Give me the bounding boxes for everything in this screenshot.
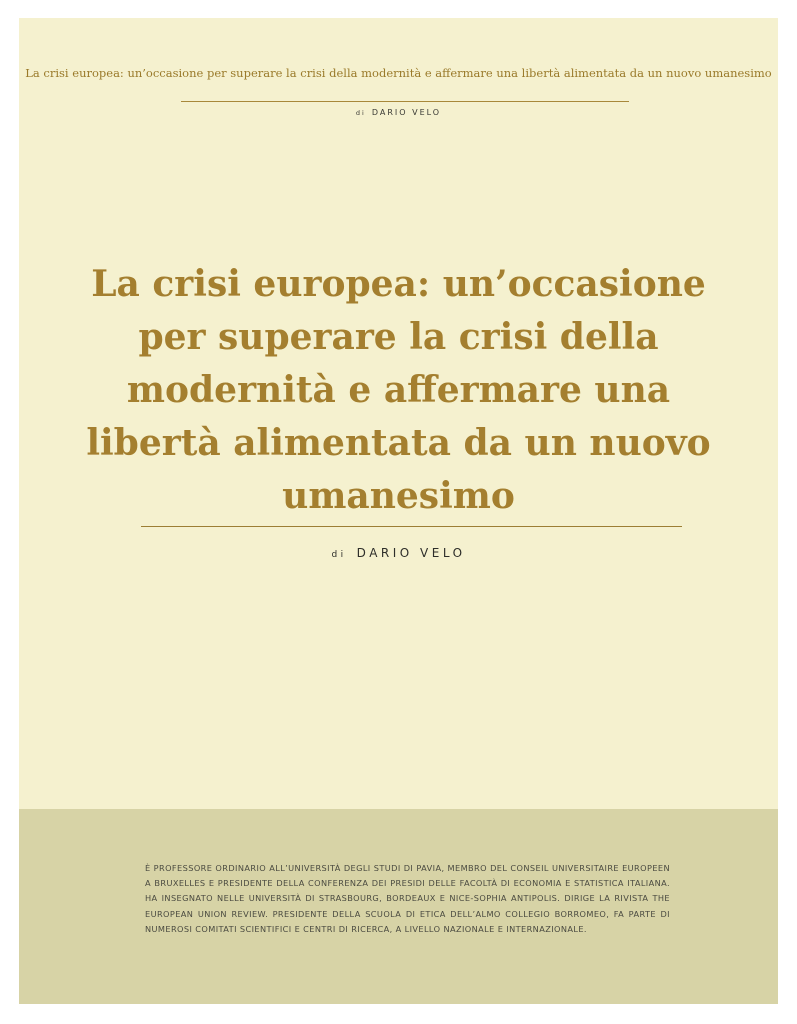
author-bio: È PROFESSORE ORDINARIO ALL’UNIVERSITÀ DEGLI STUDI DI PAVIA, MEMBRO DEL CONSEIL UNIVERSITAIRE EUROPEEN A BRUXELLES E PRESIDENTE DELLA CONFERENZA DEI PRESIDI DELLE FACOLTÀ DI ECONOMIA E STATISTICA ITALIANA. HA INSEGNATO NELLE UNIVERSITÀ DI STRASBOURG, BORDEAUX E NICE-SOPHIA ANTIPOLIS. DIRIGE LA RIVISTA THE EUROPEAN UNION REVIEW. PRESIDENTE DELLA SCUOLA DI ETICA DELL’ALMO COLLEGIO BORROMEO, FA PARTE DI NUMEROSI COMITATI SCIENTIFICI E CENTRI DI RICERCA, A LIVELLO NAZIONALE E INTERNAZIONALE. xyxy=(145,863,670,934)
document-page xyxy=(19,18,778,1004)
title-rule xyxy=(141,526,682,527)
header-title: La crisi europea: un’occasione per superare la crisi della modernità e affermare una libertà alimentata da un nuovo umanesimo xyxy=(25,66,772,80)
header-byline-author: DARIO VELO xyxy=(371,108,442,117)
article-byline xyxy=(19,546,778,560)
header-rule xyxy=(181,101,629,102)
header-byline-prefix: di xyxy=(355,109,366,117)
author-bio-band xyxy=(19,809,778,1004)
running-header xyxy=(19,66,778,117)
byline-prefix: di xyxy=(331,550,347,560)
article-title: La crisi europea: un’occasione per superare la crisi della modernità e affermare una libertà alimentata da un nuovo umanesimo xyxy=(86,263,711,517)
header-byline xyxy=(19,108,778,117)
byline-author: DARIO VELO xyxy=(356,546,466,560)
